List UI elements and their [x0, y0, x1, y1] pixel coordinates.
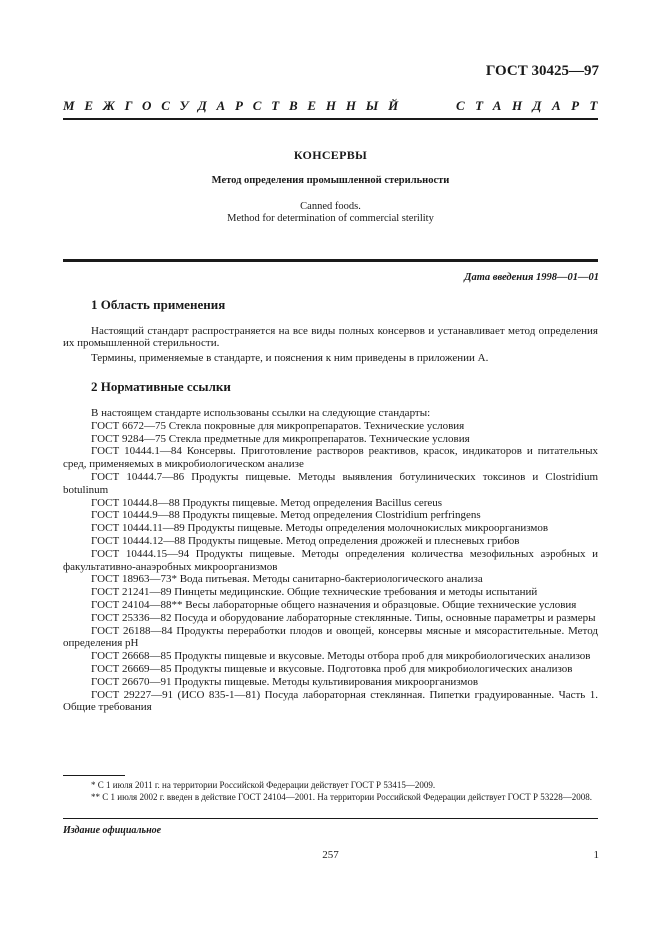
document-title: КОНСЕРВЫ — [293, 148, 368, 162]
reference-item: ГОСТ 10444.7—86 Продукты пищевые. Методы выявления ботулинических токсинов и Clostridium botulinum — [63, 470, 598, 496]
section-1-paragraph: Термины, применяемые в стандарте, и пояснения к ним приведены в приложении А. — [91, 352, 489, 364]
reference-item: ГОСТ 26188—84 Продукты переработки плодов и овощей, консервы мясные и мясорастительные. Метод определения pH — [63, 624, 598, 650]
document-subtitle: Метод определения промышленной стерильности — [211, 175, 450, 186]
reference-item: ГОСТ 10444.8—88 Продукты пищевые. Метод определения Bacillus cereus — [91, 496, 443, 509]
introduction-date: Дата введения 1998—01—01 — [464, 272, 599, 283]
footnote-1: * С 1 июля 2011 г. на территории Российской Федерации действует ГОСТ Р 53415—2009. — [91, 780, 436, 790]
reference-item: ГОСТ 25336—82 Посуда и оборудование лабораторные стеклянные. Типы, основные параметры и размеры — [91, 611, 596, 624]
banner-left-word: МЕЖГОСУДАРСТВЕННЫЙ — [63, 98, 409, 113]
reference-item: ГОСТ 10444.15—94 Продукты пищевые. Методы определения количества мезофильных аэробных и факультативно-анаэробных микроорганизмов — [63, 547, 598, 573]
reference-item: ГОСТ 9284—75 Стекла предметные для микропрепаратов. Технические условия — [91, 432, 470, 445]
section-1-heading: 1 Область применения — [91, 297, 226, 312]
standard-number: ГОСТ 30425—97 — [485, 63, 599, 79]
reference-item: ГОСТ 6672—75 Стекла покровные для микропрепаратов. Технические условия — [91, 419, 465, 432]
footnote-2: ** С 1 июля 2002 г. введен в действие ГОСТ 24104—2001. На территории Российской Федерации действует ГОСТ Р 53228—2008. — [91, 792, 593, 802]
footnote-divider — [63, 775, 125, 776]
reference-item: ГОСТ 26670—91 Продукты пищевые. Методы культивирования микроорганизмов — [91, 675, 479, 688]
reference-item: ГОСТ 10444.11—89 Продукты пищевые. Методы определения молочнокислых микроорганизмов — [91, 522, 549, 535]
reference-item: ГОСТ 24104—88** Весы лабораторные общего назначения и образцовые. Общие технические условия — [91, 598, 577, 611]
reference-item: В настоящем стандарте использованы ссылки на следующие стандарты: — [91, 407, 431, 419]
footer-divider — [63, 818, 598, 819]
section-2-heading: 2 Нормативные ссылки — [91, 379, 231, 394]
edition-label: Издание официальное — [63, 825, 162, 836]
reference-item: ГОСТ 10444.12—88 Продукты пищевые. Метод определения дрожжей и плесневых грибов — [91, 534, 520, 547]
sheet-number: 1 — [593, 849, 599, 861]
banner-right-word: СТАНДАРТ — [455, 98, 608, 113]
reference-item: ГОСТ 26669—85 Продукты пищевые и вкусовые. Подготовка проб для микробиологических анализов — [91, 662, 573, 675]
reference-item: ГОСТ 21241—89 Пинцеты медицинские. Общие технические требования и методы испытаний — [91, 586, 538, 599]
reference-item: ГОСТ 29227—91 (ИСО 835-1—81) Посуда лабораторная стеклянная. Пипетки градуированные. Часть 1. Общие требования — [63, 688, 598, 714]
reference-item: ГОСТ 18963—73* Вода питьевая. Методы санитарно-бактериологического анализа — [91, 573, 483, 586]
title-divider — [63, 259, 598, 262]
references-list — [63, 407, 598, 714]
section-1-paragraph: Настоящий стандарт распространяется на все виды полных консервов и устанавливает метод определения их промышленной стерильности. — [63, 325, 598, 349]
english-title-line-1: Canned foods. — [300, 201, 361, 212]
reference-item: ГОСТ 26668—85 Продукты пищевые и вкусовые. Методы отбора проб для микробиологических анализов — [91, 650, 591, 663]
reference-item: ГОСТ 10444.1—84 Консервы. Приготовление растворов реактивов, красок, индикаторов и питательных сред, применяемых в микробиологическом анализе — [63, 445, 598, 471]
english-title-line-2: Method for determination of commercial sterility — [227, 213, 434, 224]
reference-item: ГОСТ 10444.9—88 Продукты пищевые. Метод определения Clostridium perfringens — [91, 509, 481, 522]
page-number: 257 — [322, 849, 339, 861]
header-divider — [63, 118, 598, 120]
standard-banner — [63, 96, 608, 116]
